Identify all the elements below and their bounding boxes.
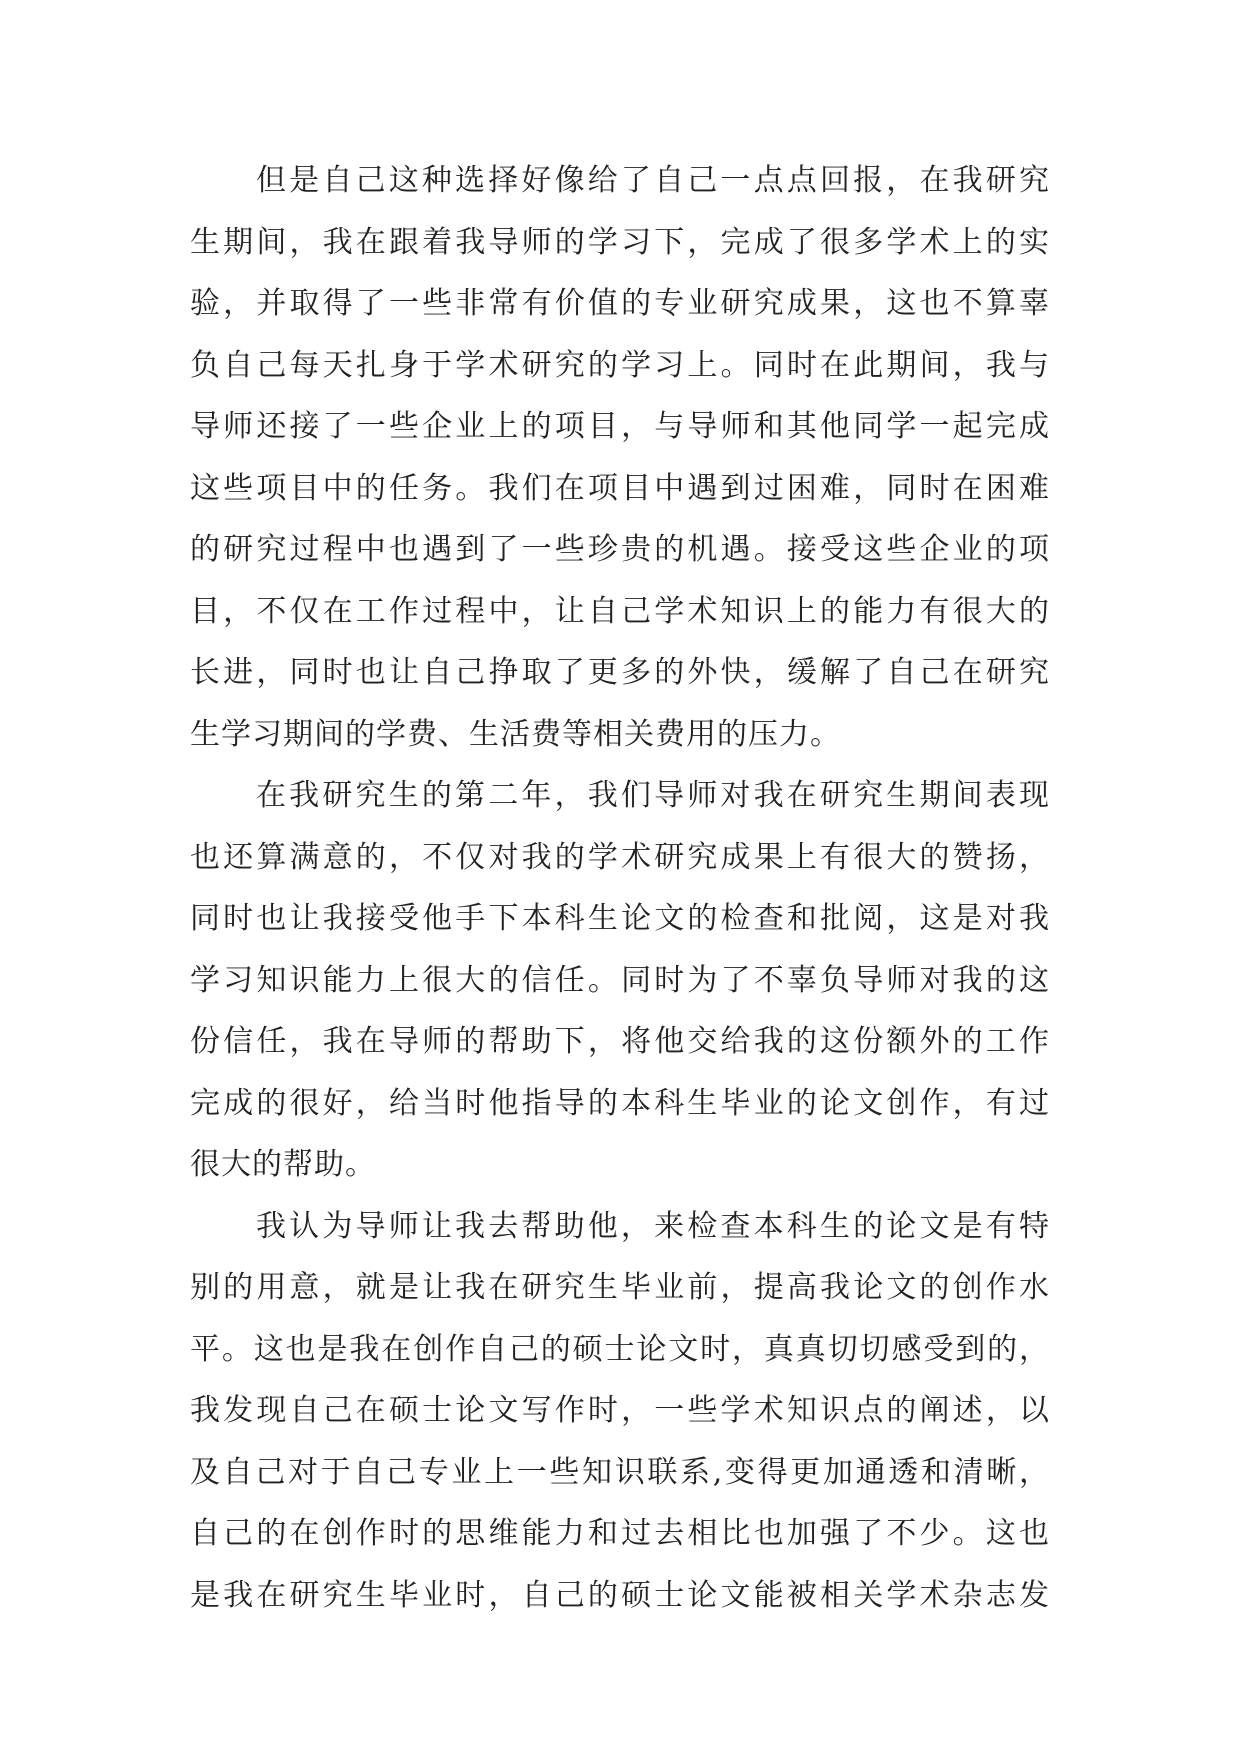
text-line: 及自己对于自己专业上一些知识联系,变得更加通透和清晰， bbox=[190, 1454, 1050, 1490]
paragraph-1 bbox=[190, 150, 1050, 765]
document-page bbox=[190, 150, 1050, 1626]
text-line: 生期间，我在跟着我导师的学习下，完成了很多学术上的实 bbox=[190, 224, 1050, 260]
text-line: 很大的帮助。 bbox=[190, 1147, 376, 1182]
text-line: 也还算满意的，不仅对我的学术研究成果上有很大的赞扬， bbox=[190, 839, 1050, 875]
text-line: 我发现自己在硕士论文写作时，一些学术知识点的阐述，以 bbox=[190, 1393, 1050, 1428]
text-line: 导师还接了一些企业上的项目，与导师和其他同学一起完成 bbox=[190, 409, 1050, 444]
text-line: 完成的很好，给当时他指导的本科生毕业的论文创作，有过 bbox=[190, 1085, 1050, 1121]
text-line: 学习知识能力上很大的信任。同时为了不辜负导师对我的这 bbox=[190, 962, 1050, 998]
text-line: 的研究过程中也遇到了一些珍贵的机遇。接受这些企业的项 bbox=[190, 532, 1050, 567]
paragraph-2 bbox=[190, 765, 1050, 1196]
text-line: 同时也让我接受他手下本科生论文的检查和批阅，这是对我 bbox=[190, 901, 1050, 936]
text-line: 是我在研究生毕业时，自己的硕士论文能被相关学术杂志发 bbox=[190, 1577, 1050, 1613]
text-line: 目，不仅在工作过程中，让自己学术知识上的能力有很大的 bbox=[190, 593, 1050, 629]
text-line: 份信任，我在导师的帮助下，将他交给我的这份额外的工作 bbox=[190, 1024, 1050, 1059]
text-line: 在我研究生的第二年，我们导师对我在研究生期间表现 bbox=[256, 778, 1050, 813]
text-line: 验，并取得了一些非常有价值的专业研究成果，这也不算辜 bbox=[190, 286, 1050, 321]
text-line: 我认为导师让我去帮助他，来检查本科生的论文是有特 bbox=[256, 1208, 1050, 1244]
text-line: 负自己每天扎身于学术研究的学习上。同时在此期间，我与 bbox=[190, 347, 1050, 383]
text-line: 别的用意，就是让我在研究生毕业前，提高我论文的创作水 bbox=[190, 1270, 1050, 1305]
text-line: 生学习期间的学费、生活费等相关费用的压力。 bbox=[190, 716, 841, 752]
text-line: 但是自己这种选择好像给了自己一点点回报，在我研究 bbox=[256, 163, 1050, 198]
text-line: 长进，同时也让自己挣取了更多的外快，缓解了自己在研究 bbox=[190, 655, 1050, 690]
paragraph-3 bbox=[190, 1196, 1050, 1627]
text-line: 自己的在创作时的思维能力和过去相比也加强了不少。这也 bbox=[190, 1516, 1050, 1551]
text-line: 平。这也是我在创作自己的硕士论文时，真真切切感受到的， bbox=[190, 1331, 1050, 1367]
text-line: 这些项目中的任务。我们在项目中遇到过困难，同时在困难 bbox=[190, 470, 1050, 506]
